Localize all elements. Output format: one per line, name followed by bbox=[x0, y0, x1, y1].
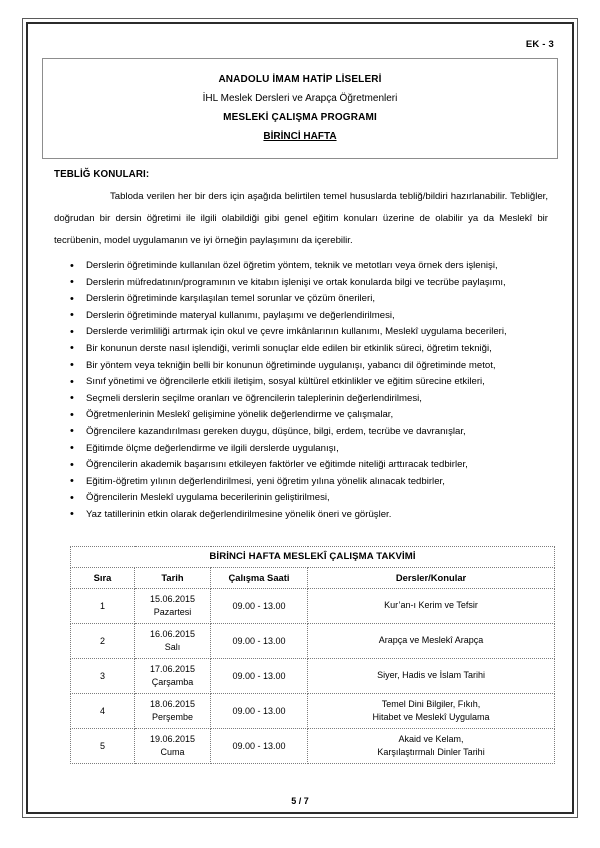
cell-ders-line2: Hitabet ve Meslekî Uygulama bbox=[372, 711, 490, 722]
cell-tarih bbox=[135, 728, 211, 763]
column-header-sira: Sıra bbox=[71, 567, 135, 588]
list-item: • Öğretmenlerinin Meslekî gelişimine yönelik değerlendirme ve çalışmalar, bbox=[46, 407, 554, 424]
cell-ders bbox=[308, 658, 555, 693]
schedule-table-wrapper bbox=[70, 546, 554, 764]
column-header-calisma-saati: Çalışma Saati bbox=[211, 567, 308, 588]
annex-label: EK - 3 bbox=[525, 39, 554, 50]
column-header-tarih: Tarih bbox=[135, 567, 211, 588]
cell-tarih bbox=[135, 693, 211, 728]
list-item: • Bir konunun derste nasıl işlendiği, verimli sonuçlar elde edilen bir etkinlik süreci, öğretim tekniği, bbox=[46, 341, 554, 358]
cell-sira: 5 bbox=[71, 728, 135, 763]
topic-bullet-list bbox=[46, 258, 554, 524]
cell-tarih bbox=[135, 588, 211, 623]
title-school-type: ANADOLU İMAM HATİP LİSELERİ bbox=[218, 74, 382, 85]
title-box bbox=[42, 58, 558, 159]
title-week: BİRİNCİ HAFTA bbox=[263, 131, 337, 142]
cell-saat: 09.00 - 13.00 bbox=[211, 588, 308, 623]
list-item: • Derslerde verimliliği artırmak için okul ve çevre imkânlarının kullanımı, Meslekî uygulama becerileri, bbox=[46, 324, 554, 341]
cell-tarih-day: Perşembe bbox=[151, 711, 194, 722]
cell-tarih-day: Çarşamba bbox=[151, 676, 194, 687]
section-heading-tebli-konulari: TEBLİĞ KONULARI: bbox=[54, 169, 150, 180]
table-row bbox=[71, 588, 555, 623]
list-item: • Derslerin müfredatının/programının ve kitabın işlenişi ve ortak konularda bilgi ve tecrübe paylaşımı, bbox=[46, 275, 554, 292]
schedule-table bbox=[70, 546, 555, 764]
cell-ders-line1: Akaid ve Kelam, bbox=[398, 734, 464, 744]
table-header-row bbox=[71, 567, 555, 588]
cell-tarih bbox=[135, 623, 211, 658]
table-row bbox=[71, 693, 555, 728]
cell-tarih bbox=[135, 658, 211, 693]
cell-sira: 1 bbox=[71, 588, 135, 623]
list-item: • Derslerin öğretiminde karşılaşılan temel sorunlar ve çözüm önerileri, bbox=[46, 291, 554, 308]
schedule-caption: BİRİNCİ HAFTA MESLEKÎ ÇALIŞMA TAKVİMİ bbox=[71, 546, 555, 567]
cell-tarih-day: Pazartesi bbox=[153, 606, 192, 617]
cell-tarih-date: 15.06.2015 bbox=[149, 594, 196, 604]
cell-ders bbox=[308, 693, 555, 728]
cell-tarih-day: Salı bbox=[164, 641, 181, 652]
cell-sira: 3 bbox=[71, 658, 135, 693]
cell-saat: 09.00 - 13.00 bbox=[211, 693, 308, 728]
cell-ders bbox=[308, 728, 555, 763]
list-item: • Öğrencilerin akademik başarısını etkileyen faktörler ve eğitimde niteliği arttıracak tedbirler, bbox=[46, 457, 554, 474]
list-item: • Bir yöntem veya tekniğin belli bir konunun öğretiminde uygulanışı, yabancı dil öğretiminde metot, bbox=[46, 358, 554, 375]
cell-sira: 2 bbox=[71, 623, 135, 658]
body-section bbox=[40, 159, 560, 524]
cell-saat: 09.00 - 13.00 bbox=[211, 658, 308, 693]
table-row bbox=[71, 623, 555, 658]
cell-ders bbox=[308, 588, 555, 623]
list-item: • Öğrencilere kazandırılması gereken duygu, düşünce, bilgi, erdem, tecrübe ve davranışlar, bbox=[46, 424, 554, 441]
cell-ders-line1: Kur’an-ı Kerim ve Tefsir bbox=[384, 600, 478, 611]
cell-ders-line1: Temel Dini Bilgiler, Fıkıh, bbox=[381, 699, 481, 709]
cell-tarih-date: 17.06.2015 bbox=[149, 664, 196, 674]
list-item: • Derslerin öğretiminde materyal kullanımı, paylaşımı ve değerlendirilmesi, bbox=[46, 308, 554, 325]
cell-ders-line1: Siyer, Hadis ve İslam Tarihi bbox=[377, 670, 485, 681]
table-row bbox=[71, 728, 555, 763]
list-item: • Eğitimde ölçme değerlendirme ve ilgili derslerde uygulanışı, bbox=[46, 441, 554, 458]
table-caption-row bbox=[71, 546, 555, 567]
cell-tarih-date: 16.06.2015 bbox=[149, 629, 196, 639]
table-row bbox=[71, 658, 555, 693]
title-program-name: MESLEKİ ÇALIŞMA PROGRAMI bbox=[223, 112, 377, 123]
cell-sira: 4 bbox=[71, 693, 135, 728]
title-subject-group: İHL Meslek Dersleri ve Arapça Öğretmenleri bbox=[202, 93, 398, 104]
list-item: • Sınıf yönetimi ve öğrencilerle etkili iletişim, sosyal kültürel etkinlikler ve eğitim sürecine etkileri, bbox=[46, 374, 554, 391]
cell-ders bbox=[308, 623, 555, 658]
page-outer-border bbox=[22, 18, 578, 818]
cell-tarih-day: Cuma bbox=[160, 746, 185, 757]
list-item: • Derslerin öğretiminde kullanılan özel öğretim yöntem, teknik ve metotları veya örnek ders işlenişi, bbox=[46, 258, 554, 275]
list-item: • Seçmeli derslerin seçilme oranları ve öğrencilerin taleplerinin değerlendirilmesi, bbox=[46, 391, 554, 408]
cell-ders-line1: Arapça ve Meslekî Arapça bbox=[378, 635, 484, 646]
list-item: • Eğitim-öğretim yılının değerlendirilmesi, yeni öğretim yılına yönelik alınacak tedbirler, bbox=[46, 474, 554, 491]
page-inner-border bbox=[26, 22, 574, 814]
page-footer: 5 / 7 bbox=[291, 796, 309, 806]
cell-saat: 09.00 - 13.00 bbox=[211, 728, 308, 763]
intro-paragraph: Tabloda verilen her bir ders için aşağıda belirtilen temel hususlarda tebliğ/bildiri hazırlanabilir. Tebliğler, doğrudan bir dersin öğretimi ile ilgili olabildiği gibi genel eğitim konuları üzerine de olabilir ya da Meslekî bir tecrübenin, model uygulamanın ve iyi örneğin paylaşımını da içerebilir. bbox=[54, 191, 548, 246]
cell-tarih-date: 18.06.2015 bbox=[149, 699, 196, 709]
list-item: • Yaz tatillerinin etkin olarak değerlendirilmesine yönelik öneri ve görüşler. bbox=[46, 507, 554, 524]
list-item: • Öğrencilerin Meslekî uygulama becerilerinin geliştirilmesi, bbox=[46, 490, 554, 507]
page-content bbox=[28, 24, 572, 812]
cell-ders-line2: Karşılaştırmalı Dinler Tarihi bbox=[377, 746, 485, 757]
cell-tarih-date: 19.06.2015 bbox=[149, 734, 196, 744]
column-header-dersler-konular: Dersler/Konular bbox=[308, 567, 555, 588]
cell-saat: 09.00 - 13.00 bbox=[211, 623, 308, 658]
